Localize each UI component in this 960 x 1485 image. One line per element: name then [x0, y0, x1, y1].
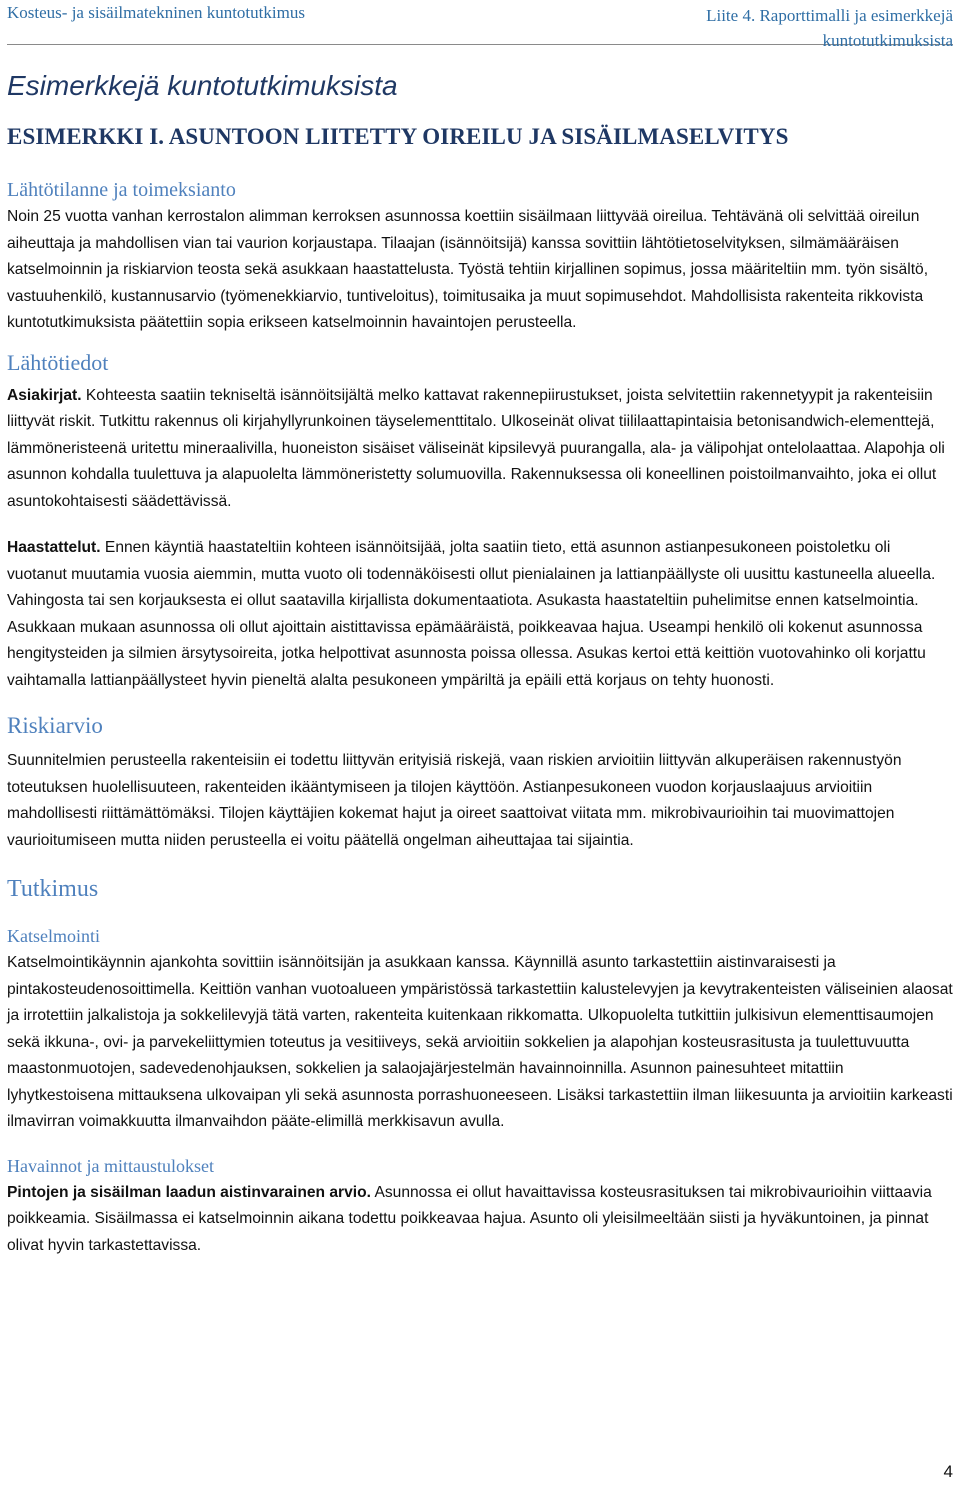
running-header	[7, 0, 953, 50]
paragraph-katselmointi: Katselmointikäynnin ajankohta sovittiin isännöitsijän ja asukkaan kanssa. Käynnillä asunto tarkastettiin aistinvaraisesti ja pintakosteudenosoittimella. Keittiön vanhan vuotoalueen ympäristössä tarkastettiin kalustelevyjen ja kevytrakenteisten väliseinien alaosat ja irrotettiin jalkalistoja ja sokkelilevyjä tätä varten, rakenteita kuitenkaan rikkomatta. Ulkopuolelta tutkittiin julkisivun elementtisaumojen sekä ikkuna-, ovi- ja parvekeliittymien toteutus ja vesitiiveys, sekä arvioitiin sokkelien ja alapohjan kosteusrasitusta ja tuulettuvuutta maastonmuotojen, sadevedenohjauksen, sokkelien ja salaojajärjestelmän havainnoinnilla. Asunnon painesuhteet mitattiin lyhytkestoisena mittauksena ulkovaipan yli sekä asunnosta porrashuoneeseen. Lisäksi tarkastettiin ilman liikesuunta ja arvioitiin karkeasti ilmavirran voimakkuutta ilmanvaihdon pääte-elimillä merkkisavun avulla.	[7, 954, 953, 1130]
header-appendix-line-1: Liite 4. Raporttimalli ja esimerkkejä	[706, 6, 953, 25]
paragraph-riskiarvio: Suunnitelmien perusteella rakenteisiin ei todettu liittyvän erityisiä riskejä, vaan riskien arvioitiin liittyvän alkuperäisen rakennustyön toteutuksen huolellisuuteen, rakenteiden ikääntymiseen ja tilojen käyttöön. Astianpesukoneen vuodon korjauslaajuus arvioitiin mahdollisesti riittämättömäksi. Tilojen käyttäjien kokemat hajut ja oireet saattoivat viitata mm. mikrobivaurioihin tai muovimattojen vaurioitumiseen mutta niiden perusteella ei voitu päätellä ongelman aiheuttajaa tai sijaintia.	[7, 752, 902, 849]
haastattelut-text: Ennen käyntiä haastateltiin kohteen isännöitsijää, jolta saatiin tieto, että asunnon astianpesukoneen poistoletku oli vuotanut muutamia vuosia aiemmin, mutta vuoto oli todennäköisesti ollut pienialainen ja lattianpäällyste oli uusittu kastuneella alueella. Vahingosta tai sen korjauksesta ei ollut saatavilla kirjallista dokumentaatiota. Asukasta haastateltiin puhelimitse ennen katselmointia. Asukkaan mukaan asunnossa oli ollut ajoittain aistittavissa epämääräistä, poikkeavaa hajua. Useampi henkilö oli kokenut asunnossa hengitysteiden ja silmien ärsytysoireita, jotka helpottivat asunnosta poissa ollessa. Asukas kertoi että keittiön vuotovahinko oli korjattu vaihtamalla lattianpäällysteet hyvin pieneltä alalta pesukoneen ympäriltä ja epäili että korjaus on tehty huonosti.	[7, 539, 936, 689]
header-document-title: Kosteus- ja sisäilmatekninen kuntotutkimus	[7, 3, 305, 22]
asiakirjat-label: Asiakirjat.	[7, 386, 82, 404]
paragraph-haastattelut	[7, 535, 953, 694]
havainnot-lead: Pintojen ja sisäilman laadun aistinvarainen arvio.	[7, 1183, 371, 1201]
document-body	[7, 176, 953, 1259]
subsection-heading-katselmointi: Katselmointi	[7, 926, 100, 946]
paragraph-spacer	[7, 515, 953, 535]
page-number: 4	[943, 1462, 953, 1481]
header-appendix-line-2: kuntotutkimuksista	[822, 31, 953, 50]
havainnot-text: Asunnossa ei ollut havaittavissa kosteusrasituksen tai mikrobivaurioihin viittaavia poikkeamia. Sisäilmassa ei katselmoinnin aikana todettu poikkeavaa hajua. Asunto oli yleisilmeeltään siisti ja hyväkuntoinen, ja pinnat olivat hyvin tarkastettavissa.	[7, 1183, 932, 1254]
subsection-heading-havainnot: Havainnot ja mittaustulokset	[7, 1155, 214, 1176]
section-heading-lahtotilanne: Lähtötilanne ja toimeksianto	[7, 179, 236, 201]
example-heading: ESIMERKKI I. ASUNTOON LIITETTY OIREILU JA SISÄILMASELVITYS	[7, 124, 789, 149]
asiakirjat-text: Kohteesta saatiin tekniseltä isännöitsijältä melko kattavat rakennepiirustukset, joista selvitettiin rakennetyypit ja rakenteisiin liittyvät riskit. Tutkittu rakennus oli kirjahyllyrunkoinen täyselementtitalo. Ulkoseinät olivat tiililaattapintaisia betonisandwich-elementtejä, lämmöneristeenä uritettu mineraalivilla, huoneiston sisäiset väliseinät kipsilevyä puurangalla, ala- ja välipohjat ontelolaattaa. Alapohja oli asunnon kohdalla tuulettuva ja alapuolelta lämmöneristetty solumuovilla. Rakennuksessa oli koneellinen poistoilmanvaihto, joka ei ollut asuntokohtaisesti säädettävissä.	[7, 386, 945, 510]
page-title: Esimerkkejä kuntotutkimuksista	[7, 70, 398, 101]
paragraph-havainnot	[7, 1180, 953, 1260]
paragraph-asiakirjat	[7, 383, 953, 516]
section-heading-lahtotiedot: Lähtötiedot	[7, 349, 109, 375]
header-appendix-title	[706, 3, 953, 53]
section-heading-riskiarvio: Riskiarvio	[7, 713, 103, 738]
section-heading-tutkimus: Tutkimus	[7, 876, 99, 902]
haastattelut-label: Haastattelut.	[7, 539, 101, 556]
paragraph-lahtotilanne: Noin 25 vuotta vanhan kerrostalon alimman kerroksen asunnossa koettiin sisäilmaan liittyvää oireilua. Tehtävänä oli selvittää oireilun aiheuttaja ja mahdollisen vian tai vaurion korjaustapa. Tilaajan (isännöitsijä) kanssa sovittiin lähtötietoselvityksen, silmämääräisen katselmoinnin ja riskiarvion teosta sekä asukkaan haastattelusta. Työstä tehtiin kirjallinen sopimus, jossa määriteltiin mm. työn sisältö, vastuuhenkilö, kustannusarvio (työmenekkiarvio, tuntiveloitus), toimitusaika ja muut sopimusehdot. Mahdollisista rakenteita rikkovista kuntotutkimuksista päätettiin sopia erikseen katselmoinnin havaintojen perusteella.	[7, 208, 929, 331]
